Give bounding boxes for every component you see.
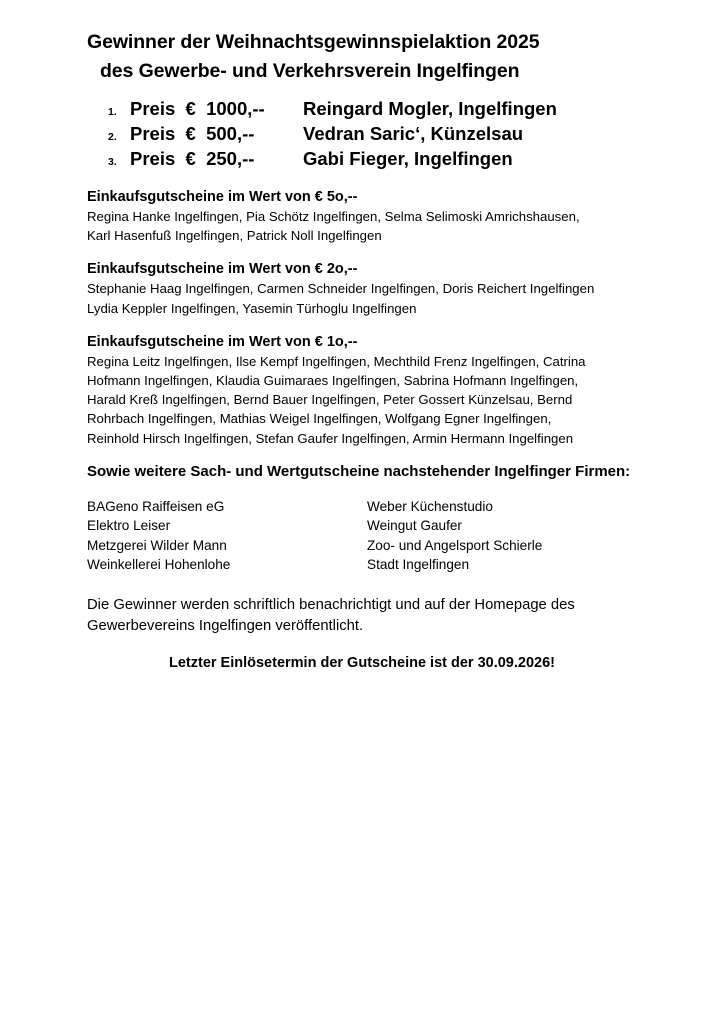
firm-name: BAGeno Raiffeisen eG [87,498,225,514]
winner-names [87,352,647,448]
section-heading: Einkaufsgutscheine im Wert von € 2o,-- [87,261,358,278]
prize-amount: Preis € 500,-- [130,123,255,144]
voucher-section-20 [87,259,647,317]
redemption-deadline: Letzter Einlösetermin der Gutscheine ist der 30.09.2026! [168,654,555,671]
firm-name: Stadt Ingelfingen [367,557,470,573]
title-line-1: Gewinner der Weihnachtsgewinnspielaktion 2025 [87,31,540,53]
prize-winner: Gabi Fieger, Ingelfingen [303,148,513,169]
firm-name: Weingut Gaufer [367,518,462,534]
winner-line: Regina Hanke Ingelfingen, Pia Schötz Ingelfingen, Selma Selimoski Amrichshausen, [87,209,580,224]
prize-winner: Reingard Mogler, Ingelfingen [303,98,557,119]
page-title [87,28,647,86]
firm-name: Elektro Leiser [87,518,171,534]
winner-line: Hofmann Ingelfingen, Klaudia Guimaraes Ingelfingen, Sabrina Hofmann Ingelfingen, [87,373,579,389]
prize-amount: Preis € 250,-- [130,148,255,169]
voucher-section-50 [87,187,647,245]
section-heading: Einkaufsgutscheine im Wert von € 5o,-- [87,189,358,205]
voucher-section-10 [87,332,647,448]
winner-line: Karl Hasenfuß Ingelfingen, Patrick Noll Ingelfingen [87,228,382,244]
firm-name: Weber Küchenstudio [367,498,493,514]
prize-winner: Vedran Saric‘, Künzelsau [303,123,524,144]
prize-number: 1. [108,106,117,118]
prize-number: 2. [108,131,117,143]
title-line-2: des Gewerbe- und Verkehrsverein Ingelfingen [100,60,520,82]
firms-column-right [367,497,647,575]
firm-name: Metzgerei Wilder Mann [87,537,227,553]
notice-line: Gewerbevereins Ingelfingen veröffentlicht. [87,617,364,634]
firm-name: Weinkellerei Hohenlohe [87,557,231,573]
prize-row [108,123,647,148]
document-page [87,28,647,685]
notice-line: Die Gewinner werden schriftlich benachrichtigt und auf der Homepage des [87,596,575,613]
prize-amount: Preis € 1000,-- [130,98,265,119]
firms-heading: Sowie weitere Sach- und Wertgutscheine nachstehender Ingelfinger Firmen: [87,462,631,480]
section-heading: Einkaufsgutscheine im Wert von € 1o,-- [87,333,358,350]
winner-line: Lydia Keppler Ingelfingen, Yasemin Türhoglu Ingelfingen [87,300,417,316]
firms-column-left [87,497,367,575]
winner-line: Stephanie Haag Ingelfingen, Carmen Schneider Ingelfingen, Doris Reichert Ingelfingen [87,281,595,297]
winner-line: Regina Leitz Ingelfingen, Ilse Kempf Ingelfingen, Mechthild Frenz Ingelfingen, Catrina [87,353,586,369]
prize-number: 3. [108,156,117,168]
prize-list [108,98,647,173]
prize-row [108,98,647,123]
firms-list [87,497,647,575]
firm-name: Zoo- und Angelsport Schierle [367,537,543,553]
winner-names [87,279,647,317]
winner-names [87,207,647,245]
winner-line: Harald Kreß Ingelfingen, Bernd Bauer Ingelfingen, Peter Gossert Künzelsau, Bernd [87,392,573,408]
prize-row [108,148,647,173]
winner-line: Rohrbach Ingelfingen, Mathias Weigel Ingelfingen, Wolfgang Egner Ingelfingen, [87,411,552,427]
winner-line: Reinhold Hirsch Ingelfingen, Stefan Gaufer Ingelfingen, Armin Hermann Ingelfingen [87,430,574,446]
notification-text [87,595,647,637]
